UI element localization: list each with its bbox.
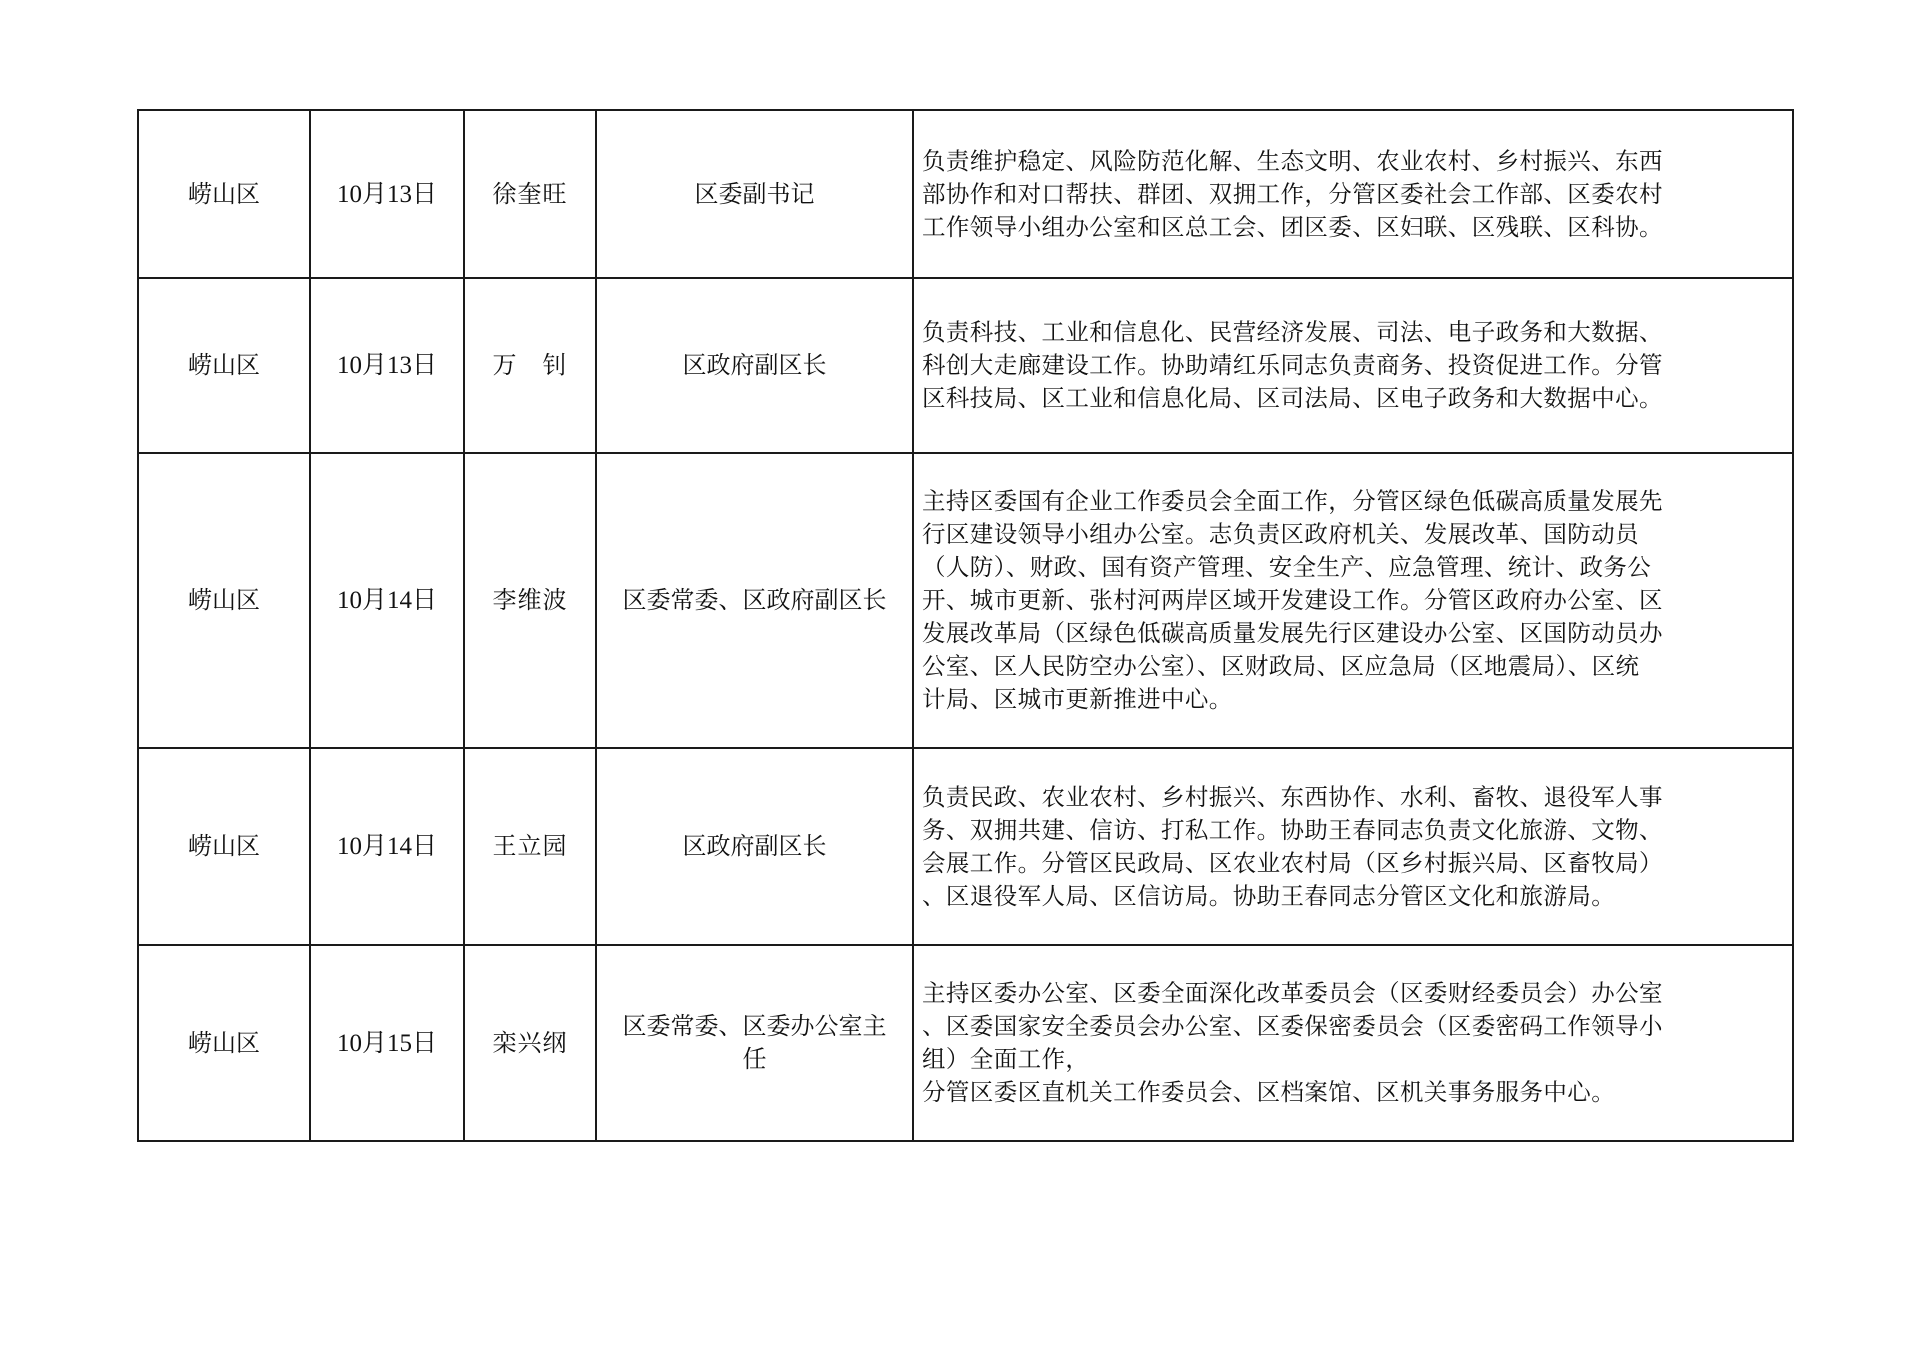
duty-line: 负责维护稳定、风险防范化解、生态文明、农业农村、乡村振兴、东西 — [922, 146, 1663, 175]
table-row — [138, 453, 1793, 748]
duty-line: 区科技局、区工业和信息化局、区司法局、区电子政务和大数据中心。 — [922, 384, 1663, 412]
name-cell — [464, 453, 596, 748]
table-row — [138, 748, 1793, 945]
position-cell: 区政府副区长 — [596, 748, 913, 945]
duty-line: 科创大走廊建设工作。协助靖红乐同志负责商务、投资促进工作。分管 — [922, 351, 1663, 379]
duty-line: 发展改革局（区绿色低碳高质量发展先行区建设办公室、区国防动员办 — [922, 619, 1663, 647]
duty-line: 行区建设领导小组办公室。志负责区政府机关、发展改革、国防动员 — [922, 520, 1639, 548]
date-cell: 10月14日 — [310, 748, 464, 945]
position-line: 区委常委、区委办公室主 — [622, 1012, 887, 1040]
position-line: 任 — [742, 1045, 767, 1073]
duty-line: 计局、区城市更新推进中心。 — [922, 685, 1233, 713]
duty-line: 负责民政、农业农村、乡村振兴、东西协作、水利、畜牧、退役军人事 — [922, 782, 1663, 811]
duties-cell — [913, 278, 1793, 453]
name-cell — [464, 748, 596, 945]
duties-cell — [913, 110, 1793, 278]
duty-line: 组）全面工作， — [922, 1045, 1090, 1073]
official-name: 万 钊 — [492, 351, 568, 379]
position-cell: 区委副书记 — [596, 110, 913, 278]
duty-line: 分管区委区直机关工作委员会、区档案馆、区机关事务服务中心。 — [922, 1078, 1616, 1106]
district-cell: 崂山区 — [138, 278, 310, 453]
duty-line: 会展工作。分管区民政局、区农业农村局（区乡村振兴局、区畜牧局） — [922, 848, 1663, 877]
duty-line: 部协作和对口帮扶、群团、双拥工作，分管区委社会工作部、区委农村 — [922, 179, 1663, 208]
name-cell — [464, 945, 596, 1141]
date-cell: 10月13日 — [310, 110, 464, 278]
duty-line: 主持区委办公室、区委全面深化改革委员会（区委财经委员会）办公室 — [922, 979, 1663, 1007]
duties-cell — [913, 453, 1793, 748]
leaders-duty-table — [137, 109, 1794, 1142]
position-cell: 区政府副区长 — [596, 278, 913, 453]
duty-line: 负责科技、工业和信息化、民营经济发展、司法、电子政务和大数据、 — [922, 318, 1663, 346]
official-name: 栾兴纲 — [492, 1028, 568, 1057]
duty-line: 务、双拥共建、信访、打私工作。协助王春同志负责文化旅游、文物、 — [922, 815, 1663, 844]
official-name: 李维波 — [492, 586, 568, 614]
duties-cell — [913, 748, 1793, 945]
date-cell: 10月14日 — [310, 453, 464, 748]
date-cell: 10月13日 — [310, 278, 464, 453]
position-cell — [596, 945, 913, 1141]
duty-line: 工作领导小组办公室和区总工会、团区委、区妇联、区残联、区科协。 — [922, 212, 1663, 241]
district-cell: 崂山区 — [138, 748, 310, 945]
duties-cell — [913, 945, 1793, 1141]
duty-line: 主持区委国有企业工作委员会全面工作，分管区绿色低碳高质量发展先 — [922, 487, 1663, 515]
duty-line: （人防）、财政、国有资产管理、安全生产、应急管理、统计、政务公 — [922, 553, 1652, 581]
name-cell — [464, 110, 596, 278]
duty-line: 、区退役军人局、区信访局。协助王春同志分管区文化和旅游局。 — [922, 881, 1616, 910]
district-cell: 崂山区 — [138, 110, 310, 278]
duty-line: 开、城市更新、张村河两岸区域开发建设工作。分管区政府办公室、区 — [922, 586, 1663, 614]
table-row — [138, 278, 1793, 453]
table-row — [138, 945, 1793, 1141]
position-cell: 区委常委、区政府副区长 — [596, 453, 913, 748]
name-cell — [464, 278, 596, 453]
district-cell: 崂山区 — [138, 945, 310, 1141]
table-row — [138, 110, 1793, 278]
official-name: 徐奎旺 — [492, 179, 568, 208]
duty-line: 、区委国家安全委员会办公室、区委保密委员会（区委密码工作领导小 — [922, 1012, 1663, 1040]
district-cell: 崂山区 — [138, 453, 310, 748]
date-cell: 10月15日 — [310, 945, 464, 1141]
official-name: 王立园 — [492, 832, 568, 860]
duty-line: 公室、区人民防空办公室）、区财政局、区应急局（区地震局）、区统 — [922, 652, 1640, 680]
